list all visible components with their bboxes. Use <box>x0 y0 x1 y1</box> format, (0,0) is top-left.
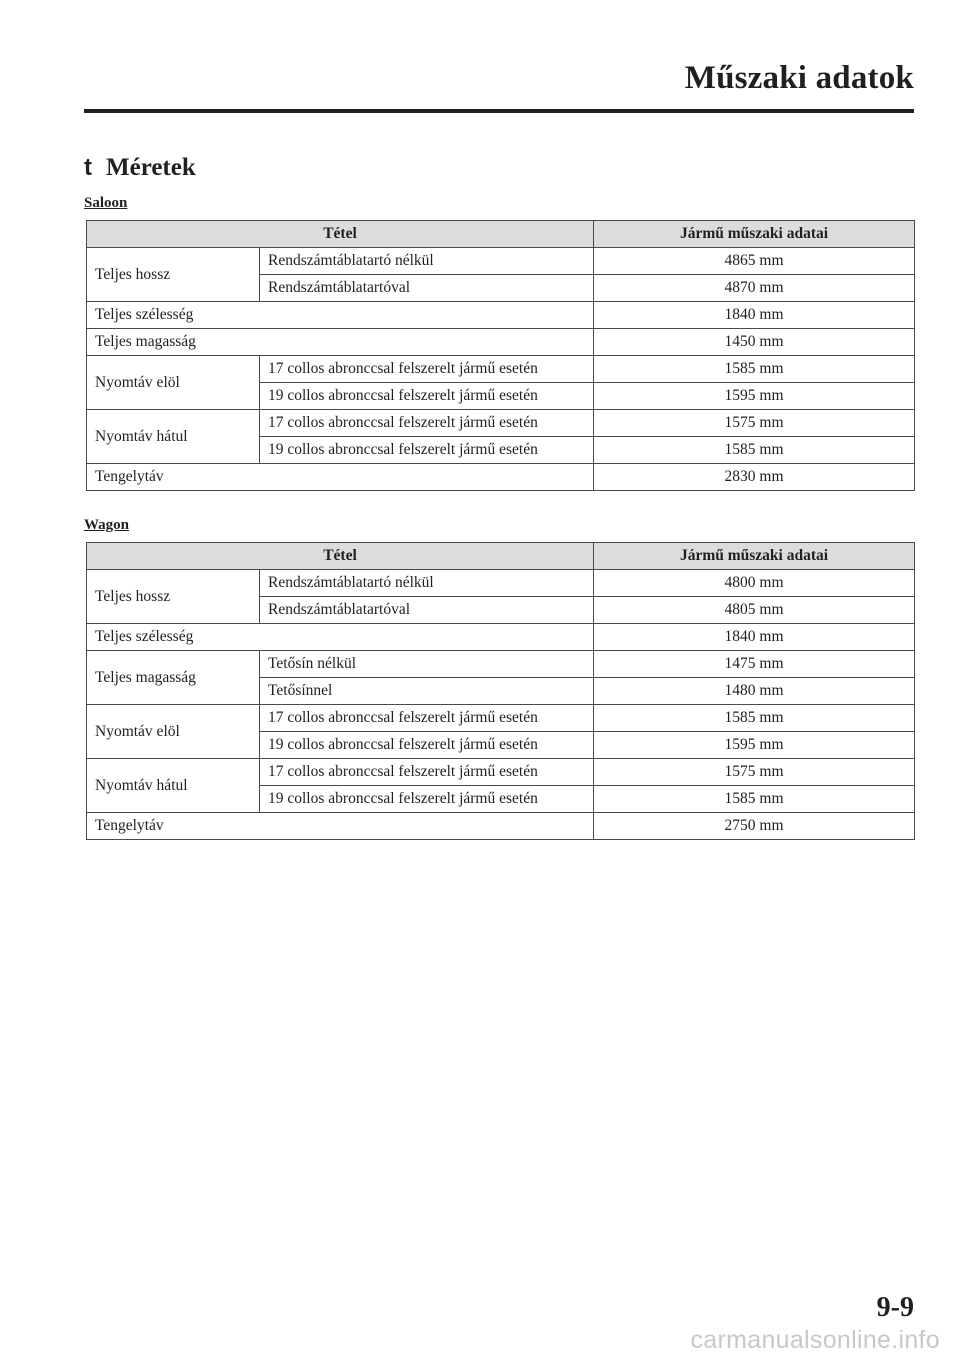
table-row <box>87 464 915 491</box>
row-value: 1585 mm <box>594 437 915 464</box>
col-header-item: Tétel <box>87 543 594 570</box>
row-value: 1575 mm <box>594 410 915 437</box>
saloon-table <box>86 220 915 491</box>
table-row <box>87 570 915 597</box>
row-label: Teljes hossz <box>87 570 260 624</box>
table-header-row <box>87 543 915 570</box>
row-sublabel: 17 collos abronccsal felszerelt jármű esetén <box>260 759 594 786</box>
row-sublabel: Rendszámtáblatartóval <box>260 597 594 624</box>
row-value: 1585 mm <box>594 786 915 813</box>
row-value: 1585 mm <box>594 705 915 732</box>
row-label: Teljes szélesség <box>87 624 594 651</box>
section-heading <box>84 154 196 182</box>
page-title: Műszaki adatok <box>684 60 914 96</box>
row-value: 1475 mm <box>594 651 915 678</box>
row-label: Teljes magasság <box>87 329 594 356</box>
row-sublabel: 19 collos abronccsal felszerelt jármű esetén <box>260 437 594 464</box>
col-header-item: Tétel <box>87 221 594 248</box>
row-value: 1450 mm <box>594 329 915 356</box>
row-value: 4865 mm <box>594 248 915 275</box>
page-number: 9-9 <box>876 1292 914 1323</box>
row-sublabel: 19 collos abronccsal felszerelt jármű esetén <box>260 732 594 759</box>
col-header-value: Jármű műszaki adatai <box>594 543 915 570</box>
table-row <box>87 705 915 732</box>
wagon-table <box>86 542 915 840</box>
col-header-value: Jármű műszaki adatai <box>594 221 915 248</box>
row-value: 1595 mm <box>594 383 915 410</box>
header-rule <box>84 109 914 113</box>
row-value: 1480 mm <box>594 678 915 705</box>
section-marker: t <box>84 154 92 181</box>
row-sublabel: 17 collos abronccsal felszerelt jármű esetén <box>260 356 594 383</box>
row-value: 1575 mm <box>594 759 915 786</box>
table-row <box>87 302 915 329</box>
table-row <box>87 248 915 275</box>
row-sublabel: Rendszámtáblatartó nélkül <box>260 248 594 275</box>
section-title: Méretek <box>106 154 196 181</box>
row-label: Teljes magasság <box>87 651 260 705</box>
table-row <box>87 410 915 437</box>
row-sublabel: 19 collos abronccsal felszerelt jármű esetén <box>260 383 594 410</box>
row-label: Tengelytáv <box>87 464 594 491</box>
row-label: Tengelytáv <box>87 813 594 840</box>
row-label: Nyomtáv hátul <box>87 410 260 464</box>
row-label: Teljes hossz <box>87 248 260 302</box>
row-value: 2750 mm <box>594 813 915 840</box>
row-sublabel: 17 collos abronccsal felszerelt jármű esetén <box>260 410 594 437</box>
row-sublabel: Tetősín nélkül <box>260 651 594 678</box>
row-label: Nyomtáv elöl <box>87 705 260 759</box>
row-sublabel: 17 collos abronccsal felszerelt jármű esetén <box>260 705 594 732</box>
saloon-label: Saloon <box>84 195 128 211</box>
row-value: 1840 mm <box>594 624 915 651</box>
row-value: 2830 mm <box>594 464 915 491</box>
table-row <box>87 329 915 356</box>
table-header-row <box>87 221 915 248</box>
wagon-label: Wagon <box>84 517 130 533</box>
table-row <box>87 624 915 651</box>
row-value: 1585 mm <box>594 356 915 383</box>
row-value: 1840 mm <box>594 302 915 329</box>
table-row <box>87 813 915 840</box>
row-sublabel: Rendszámtáblatartó nélkül <box>260 570 594 597</box>
row-value: 4805 mm <box>594 597 915 624</box>
row-value: 1595 mm <box>594 732 915 759</box>
row-sublabel: 19 collos abronccsal felszerelt jármű esetén <box>260 786 594 813</box>
table-row <box>87 759 915 786</box>
row-value: 4870 mm <box>594 275 915 302</box>
table-row <box>87 356 915 383</box>
table-row <box>87 651 915 678</box>
row-sublabel: Rendszámtáblatartóval <box>260 275 594 302</box>
row-label: Nyomtáv hátul <box>87 759 260 813</box>
row-sublabel: Tetősínnel <box>260 678 594 705</box>
row-label: Nyomtáv elöl <box>87 356 260 410</box>
watermark: carmanualsonline.info <box>690 1326 940 1354</box>
row-label: Teljes szélesség <box>87 302 594 329</box>
row-value: 4800 mm <box>594 570 915 597</box>
